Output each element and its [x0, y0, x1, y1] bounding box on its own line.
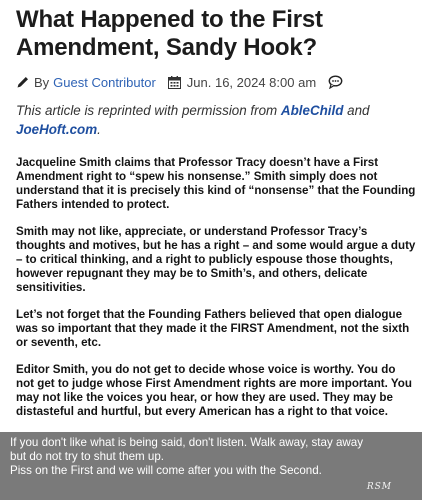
source-link-ablechild[interactable]: AbleChild: [280, 103, 344, 118]
overlay-line: but do not try to shut them up.: [10, 450, 165, 463]
publish-date: Jun. 16, 2024 8:00 am: [186, 74, 317, 90]
comments-icon[interactable]: [328, 75, 343, 89]
overlay-line: If you don't like what is being said, don't listen. Walk away, stay away: [10, 436, 364, 449]
paragraph: Editor Smith, you do not get to decide whose voice is worthy. You do not get to judge whose First Amendment rights are more important. You may not like the voices you hear, or how they are used. They may be distasteful and hurtful, but every American has a right to that voice.: [16, 363, 412, 418]
caption-overlay: [0, 432, 422, 500]
article-meta: [16, 73, 412, 91]
paragraph: Let’s not forget that the Founding Fathers believed that open dialogue was so important that they made it the FIRST Amendment, not the sixth or seventh, etc.: [16, 308, 410, 349]
article-title: What Happened to the First Amendment, Sandy Hook?: [16, 6, 323, 61]
article-body: [16, 156, 416, 432]
paragraph: Jacqueline Smith claims that Professor Tracy doesn’t have a First Amendment right to “spew his nonsense.” Smith simply does not understand that it is precisely this kind of “nonsense” that the Founding Fathers intended to protect.: [16, 156, 416, 211]
author-link[interactable]: Guest Contributor: [53, 74, 156, 90]
reprint-notice: This article is reprinted with permission from AbleChild and JoeHoft.com.: [16, 103, 370, 137]
pencil-icon: [16, 75, 30, 89]
overlay-line: Piss on the First and we will come after you with the Second.: [10, 464, 322, 477]
paragraph: Smith may not like, appreciate, or understand Professor Tracy’s thoughts and motives, but he has a right – and some would argue a duty – to critical thinking, and a right to publicly espouse those thoughts, however repugnant they may be to Smith’s, and others, delicate sensitivities.: [16, 225, 416, 294]
signature: RSM: [366, 482, 392, 492]
calendar-icon: [168, 76, 181, 89]
source-link-joehoft[interactable]: JoeHoft.com: [16, 122, 98, 137]
byline-prefix: By: [34, 74, 50, 90]
